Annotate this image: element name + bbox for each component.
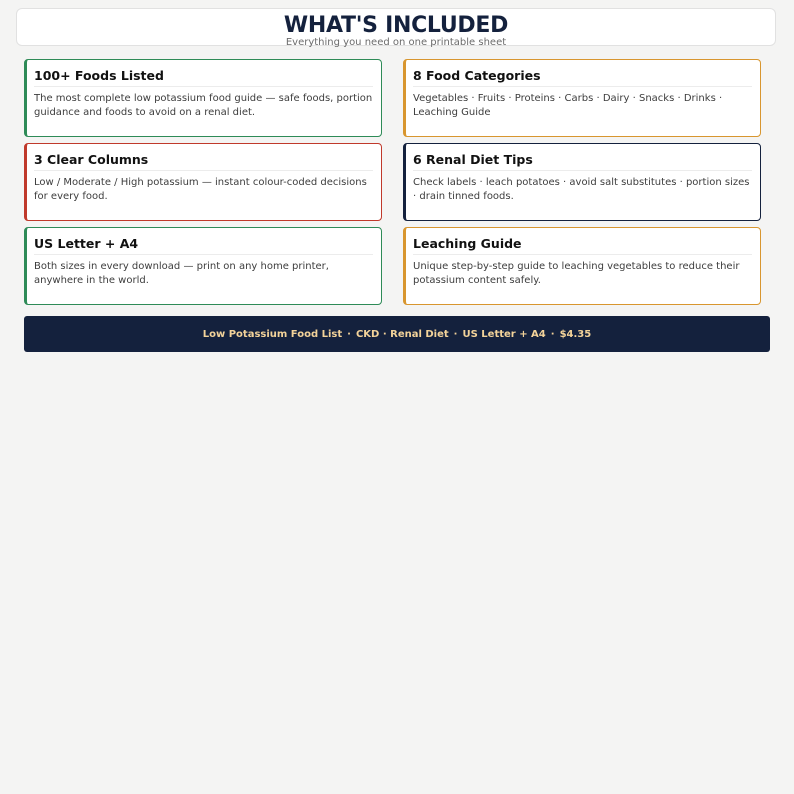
card-title: 100+ Foods Listed [34, 68, 373, 87]
card-title: US Letter + A4 [34, 236, 373, 255]
feature-card-paper-sizes [24, 227, 382, 305]
feature-card-leaching-guide [403, 227, 761, 305]
card-description: Unique step-by-step guide to leaching vegetables to reduce their potassium content safely. [413, 261, 740, 286]
feature-card-food-categories [403, 59, 761, 137]
product-summary-banner [24, 316, 770, 352]
page-title: WHAT'S INCLUDED [283, 13, 509, 38]
banner-separator: · [550, 328, 555, 340]
banner-diet-type: CKD · Renal Diet [355, 328, 449, 340]
feature-card-clear-columns [24, 143, 382, 221]
banner-separator: · [453, 328, 458, 340]
card-title: 8 Food Categories [413, 68, 752, 87]
card-title: 3 Clear Columns [34, 152, 373, 171]
card-description: Vegetables · Fruits · Proteins · Carbs · Dairy · Snacks · Drinks · Leaching Guide [413, 93, 723, 118]
feature-card-renal-diet-tips [403, 143, 761, 221]
banner-separator: · [347, 328, 351, 340]
banner-product-name: Low Potassium Food List [202, 328, 343, 340]
card-title: Leaching Guide [413, 236, 752, 255]
banner-paper-sizes: US Letter + A4 [462, 328, 546, 340]
page-header [16, 8, 776, 46]
card-description: Check labels · leach potatoes · avoid salt substitutes · portion sizes · drain tinned foods. [413, 177, 750, 202]
card-description: Both sizes in every download — print on any home printer, anywhere in the world. [34, 261, 329, 286]
card-title: 6 Renal Diet Tips [413, 152, 752, 171]
card-description: The most complete low potassium food guide — safe foods, portion guidance and foods to avoid on a renal diet. [34, 93, 373, 118]
feature-card-foods-listed [24, 59, 382, 137]
page-subtitle: Everything you need on one printable sheet [285, 37, 507, 48]
banner-price: $4.35 [559, 328, 592, 340]
features-grid [24, 59, 761, 305]
card-description: Low / Moderate / High potassium — instant colour-coded decisions for every food. [34, 177, 367, 202]
